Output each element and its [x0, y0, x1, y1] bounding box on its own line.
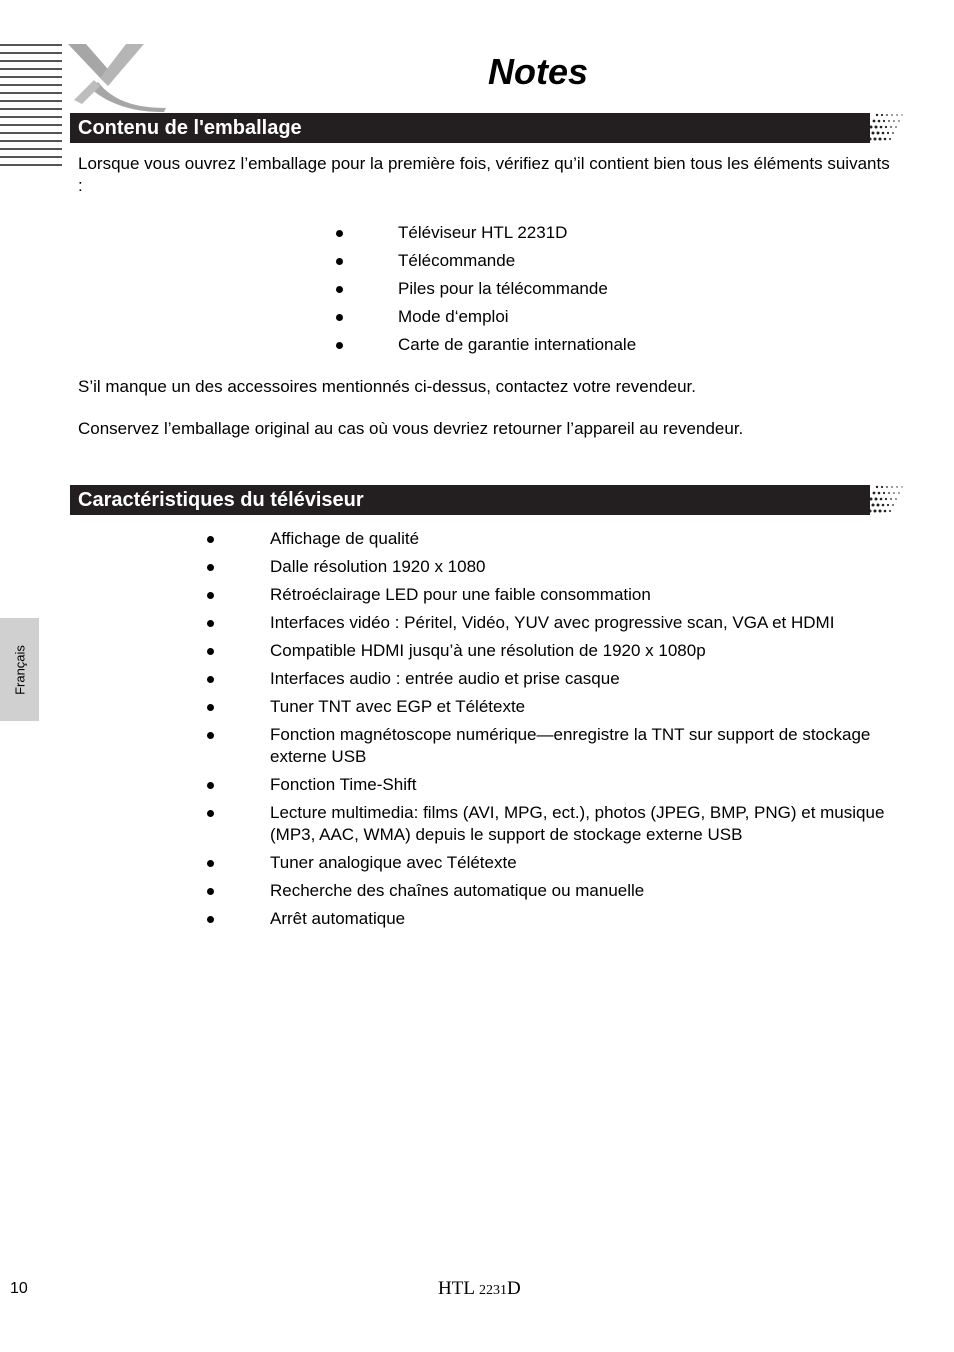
page-title: Notes [487, 51, 589, 92]
bullet-icon [207, 676, 214, 683]
keep-packaging-note: Conservez l’emballage original au cas où vous devriez retourner l’appareil au revendeur. [78, 419, 744, 438]
list-item: Compatible HDMI jusqu’à une résolution de 1920 x 1080p [207, 640, 887, 662]
header-stripes [0, 44, 62, 172]
list-item: Affichage de qualité [207, 528, 887, 550]
page-number: 10 [10, 1280, 28, 1297]
list-item: Dalle résolution 1920 x 1080 [207, 556, 887, 578]
section-heading: Caractéristiques du téléviseur [78, 489, 364, 511]
heading-dot-pattern [862, 111, 906, 141]
list-item: Mode d‘emploi [336, 306, 856, 328]
section-heading: Contenu de l'emballage [78, 117, 302, 139]
list-item: Tuner TNT avec EGP et Télétexte [207, 696, 887, 718]
bullet-icon [207, 782, 214, 789]
heading-dot-pattern [862, 483, 906, 513]
language-label: Français [12, 644, 27, 695]
bullet-icon [207, 536, 214, 543]
list-item: Arrêt automatique [207, 908, 887, 930]
bullet-icon [207, 564, 214, 571]
intro-paragraph: Lorsque vous ouvrez l’emballage pour la première fois, vérifiez qu’il contient bien tous les éléments suivants : [78, 154, 890, 195]
brand-logo-icon [64, 42, 168, 112]
list-item: Tuner analogique avec Télétexte [207, 852, 887, 874]
bullet-icon [207, 810, 214, 817]
bullet-icon [207, 648, 214, 655]
list-item: Carte de garantie internationale [336, 334, 856, 356]
bullet-icon [336, 286, 343, 293]
bullet-icon [336, 230, 343, 237]
missing-items-note: S’il manque un des accessoires mentionnés ci-dessus, contactez votre revendeur. [78, 377, 696, 396]
bullet-icon [336, 314, 343, 321]
list-item: Rétroéclairage LED pour une faible consommation [207, 584, 887, 606]
bullet-icon [207, 620, 214, 627]
list-item: Interfaces vidéo : Péritel, Vidéo, YUV avec progressive scan, VGA et HDMI [207, 612, 887, 634]
list-item: Interfaces audio : entrée audio et prise casque [207, 668, 887, 690]
package-contents-list [336, 222, 856, 362]
bullet-icon [336, 342, 343, 349]
list-item: Lecture multimedia: films (AVI, MPG, ect.), photos (JPEG, BMP, PNG) et musique (MP3, AAC, WMA) depuis le support de stockage externe USB [207, 802, 887, 846]
list-item: Recherche des chaînes automatique ou manuelle [207, 880, 887, 902]
list-item: Fonction magnétoscope numérique—enregistre la TNT sur support de stockage externe USB [207, 724, 887, 768]
section-heading-bar [70, 485, 870, 515]
bullet-icon [336, 258, 343, 265]
bullet-icon [207, 916, 214, 923]
bullet-icon [207, 592, 214, 599]
language-tab [0, 618, 39, 721]
list-item: Piles pour la télécommande [336, 278, 856, 300]
bullet-icon [207, 732, 214, 739]
bullet-icon [207, 860, 214, 867]
model-name: HTL 2231D [438, 1278, 521, 1299]
section-heading-bar [70, 113, 870, 143]
bullet-icon [207, 704, 214, 711]
bullet-icon [207, 888, 214, 895]
list-item: Téléviseur HTL 2231D [336, 222, 856, 244]
list-item: Télécommande [336, 250, 856, 272]
features-list [207, 528, 887, 936]
list-item: Fonction Time-Shift [207, 774, 887, 796]
